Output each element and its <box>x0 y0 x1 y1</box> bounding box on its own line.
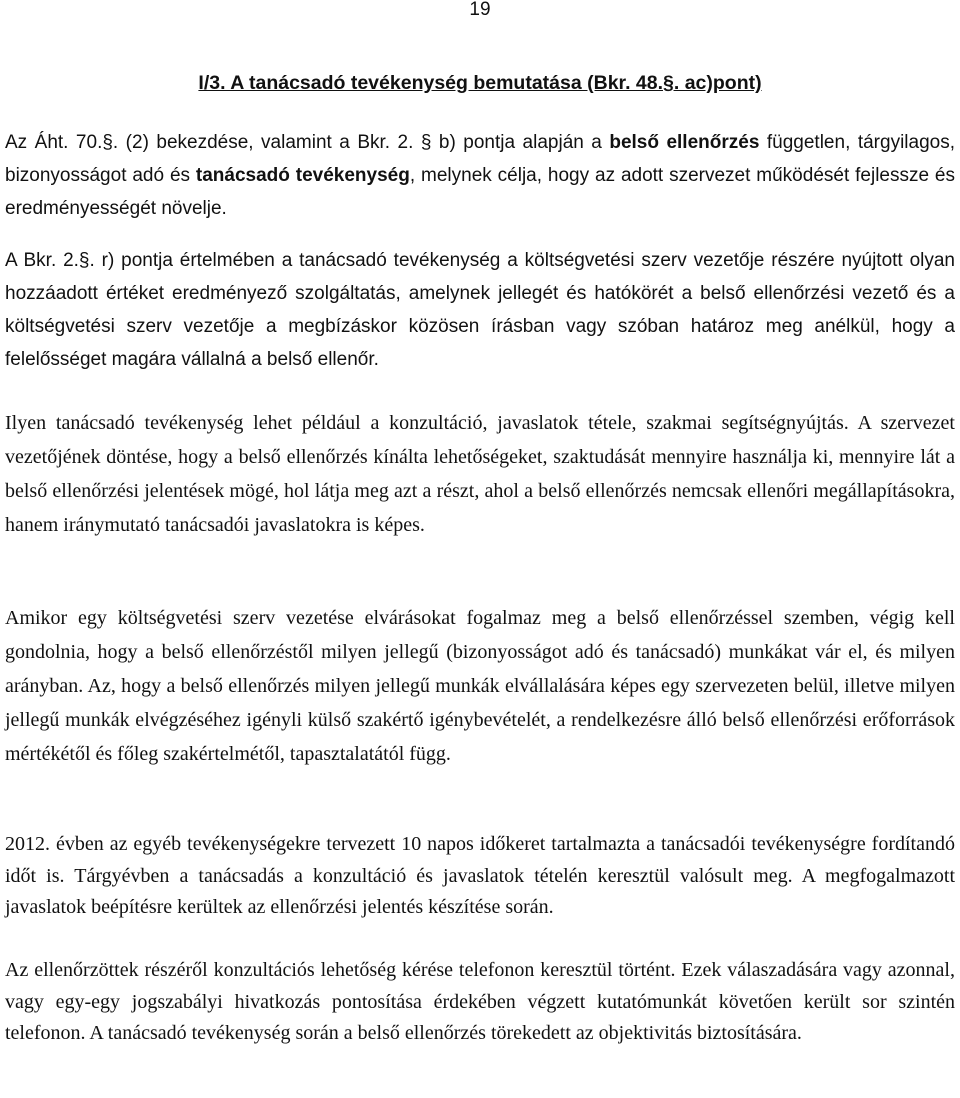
section-heading: I/3. A tanácsadó tevékenység bemutatása (Bkr. 48.§. ac)pont) <box>198 72 762 94</box>
intro-bold-internal-audit: belső ellenőrzés <box>609 132 760 153</box>
intro-bold-advisory-activity: tanácsadó tevékenység <box>195 165 410 186</box>
intro-text-1: Az Áht. 70.§. (2) bekezdése, valamint a Bkr. 2. § b) pontja alapján a <box>5 132 610 153</box>
paragraph-examples: Ilyen tanácsadó tevékenység lehet például a konzultáció, javaslatok tétele, szakmai segítségnyújtás. A szervezet vezetőjének döntése, hogy a belső ellenőrzés kínálta lehetőségeket, szaktudását mennyire használja ki, mennyire lát a belső ellenőrzési jelentések mögé, hol látja meg azt a részt, ahol a belső ellenőrzés nemcsak ellenőri megállapításokra, hanem iránymutató tanácsadói javaslatokra is képes. <box>5 412 955 536</box>
intro-text-3: , melynek célja, hogy az adott szervezet működését fejlessze és eredményességét növelje. <box>5 165 955 219</box>
page-number: 19 <box>469 0 491 20</box>
paragraph-consultation: Az ellenőrzöttek részéről konzultációs lehetőség kérése telefonon keresztül történt. Ezek válaszadására vagy azonnal, vagy egy-egy jogszabályi hivatkozás pontosítása érdekében végzett kutatómunkát követően került sor szintén telefonon. A tanácsadó tevékenység során a belső ellenőrzés törekedett az objektivitás biztosítására. <box>5 959 955 1045</box>
paragraph-expectations: Amikor egy költségvetési szerv vezetése elvárásokat fogalmaz meg a belső ellenőrzéssel szemben, végig kell gondolnia, hogy a belső ellenőrzéstől milyen jellegű (bizonyosságot adó és tanácsadó) munkákat vár el, és milyen arányban. Az, hogy a belső ellenőrzés milyen jellegű munkák elvállalására képes egy szervezeten belül, illetve milyen jellegű munkák elvégzéséhez igényli külső szakértő igénybevételét, a rendelkezésre álló belső ellenőrzési erőforrások mértékétől és főleg szakértelmétől, tapasztalatától függ. <box>5 607 955 765</box>
paragraph-intro <box>5 126 955 225</box>
paragraph-definition: A Bkr. 2.§. r) pontja értelmében a tanácsadó tevékenység a költségvetési szerv vezetője részére nyújtott olyan hozzáadott értéket eredményező szolgáltatás, amelynek jellegét és hatókörét a belső ellenőrzési vezető és a költségvetési szerv vezetője a megbízáskor közösen írásban vagy szóban határoz meg anélkül, hogy a felelősséget magára vállalná a belső ellenőr. <box>5 250 955 370</box>
paragraph-2012-plan: 2012. évben az egyéb tevékenységekre tervezett 10 napos időkeret tartalmazta a tanácsadói tevékenységre fordítandó időt is. Tárgyévben a tanácsadás a konzultáció és javaslatok tételén keresztül valósult meg. A megfogalmazott javaslatok beépítésre kerültek az ellenőrzési jelentés készítése során. <box>5 833 955 919</box>
intro-text-2: független, tárgyilagos, bizonyosságot adó és <box>5 132 955 186</box>
